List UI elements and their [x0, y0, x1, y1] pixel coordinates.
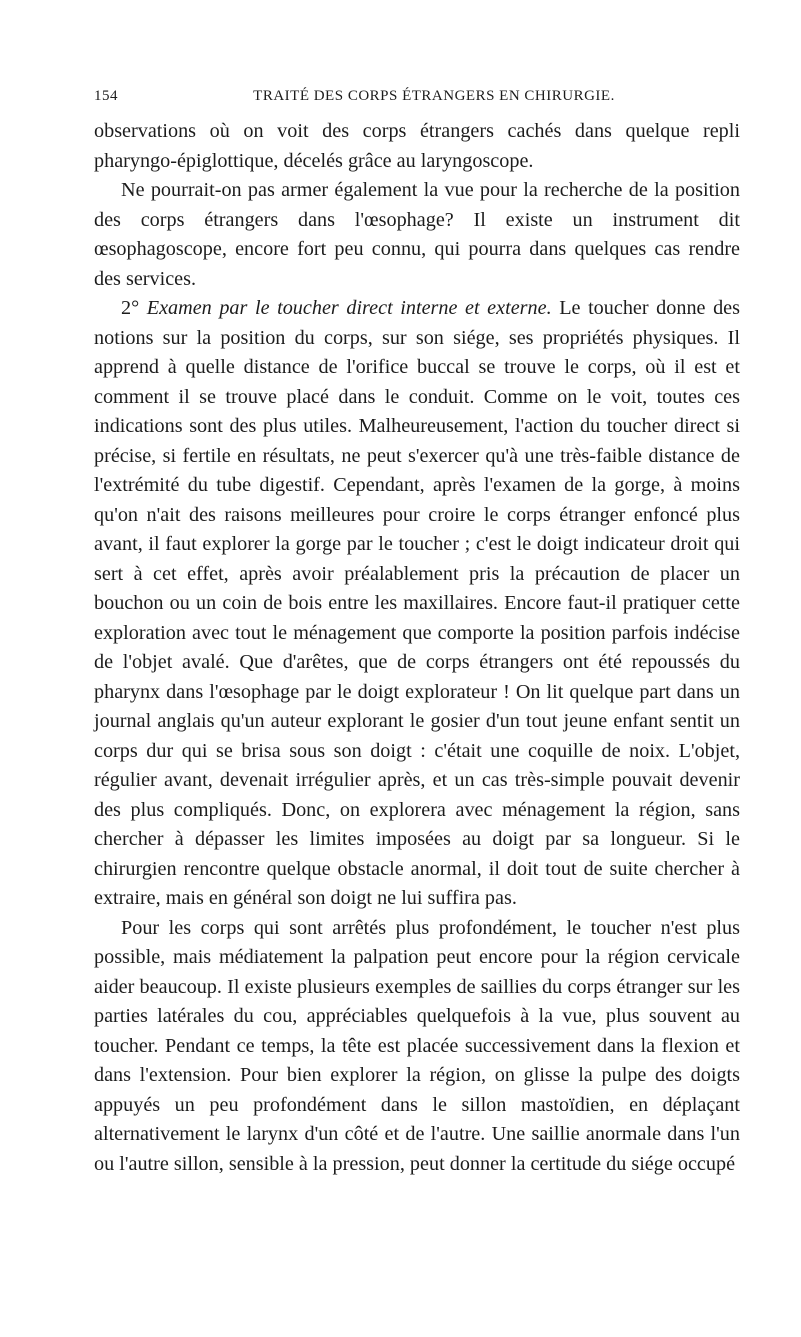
section-heading: Examen par le toucher direct interne et externe. [146, 297, 552, 319]
paragraph-3-text: Le toucher donne des notions sur la position du corps, sur son siége, ses propriétés physiques. Il apprend à quelle distance de l'orifice buccal se trouve le corps, où il est et comment il se trouve placé dans le conduit. Comme on le voit, toutes ces indications sont des plus utiles. Malheureusement, l'action du toucher direct si précise, si fertile en résultats, ne peut s'exercer qu'à une très-faible distance de l'extrémité du tube digestif. Cependant, après l'examen de la gorge, à moins qu'on n'ait des raisons meilleures pour croire le corps étranger enfoncé plus avant, il faut explorer la gorge par le toucher ; c'est le doigt indicateur droit qui sert à cet effet, après avoir préalablement pris la précaution de placer un bouchon ou un coin de bois entre les maxillaires. Encore faut-il pratiquer cette exploration avec tout le ménagement que comporte la position parfois indécise de l'objet avalé. Que d'arêtes, que de corps étrangers ont été repoussés du pharynx dans l'œsophage par le doigt explorateur ! On lit quelque part dans un journal anglais qu'un auteur explorant le gosier d'un tout jeune enfant sentit un corps dur qui se brisa sous son doigt : c'était une coquille de noix. L'objet, régulier avant, devenait irrégulier après, et un cas très-simple pouvait devenir des plus compliqués. Donc, on explorera avec ménagement la région, sans chercher à dépasser les limites imposées au doigt par sa longueur. Si le chirurgien rencontre quelque obstacle anormal, il doit tout de suite chercher à extraire, mais en général son doigt ne lui suffira pas. [94, 297, 740, 909]
section-number: 2° [121, 297, 147, 319]
running-title: TRAITÉ DES CORPS ÉTRANGERS EN CHIRURGIE. [253, 88, 615, 104]
paragraph-1: observations où on voit des corps étrangers cachés dans quelque repli pharyngo-épiglottique, décelés grâce au laryngoscope. [94, 120, 740, 172]
paragraph-4: Pour les corps qui sont arrêtés plus profondément, le toucher n'est plus possible, mais médiatement la palpation peut encore pour la région cervicale aider beaucoup. Il existe plusieurs exemples de saillies du corps étranger sur les parties latérales du cou, appréciables quelquefois à la vue, plus souvent au toucher. Pendant ce temps, la tête est placée successivement dans la flexion et dans l'extension. Pour bien explorer la région, on glisse la pulpe des doigts appuyés un peu profondément dans le sillon mastoïdien, en déplaçant alternativement le larynx d'un côté et de l'autre. Une saillie anormale dans l'un ou l'autre sillon, sensible à la pression, peut donner la certitude du siége occupé [94, 916, 740, 1175]
running-head [94, 88, 734, 108]
page-number: 154 [94, 88, 118, 104]
body-text [94, 117, 740, 1179]
paragraph-2: Ne pourrait-on pas armer également la vue pour la recherche de la position des corps étrangers dans l'œsophage? Il existe un instrument dit œsophagoscope, encore fort peu connu, qui pourra dans quelques cas rendre des services. [94, 179, 740, 290]
paragraph-3 [94, 294, 740, 914]
